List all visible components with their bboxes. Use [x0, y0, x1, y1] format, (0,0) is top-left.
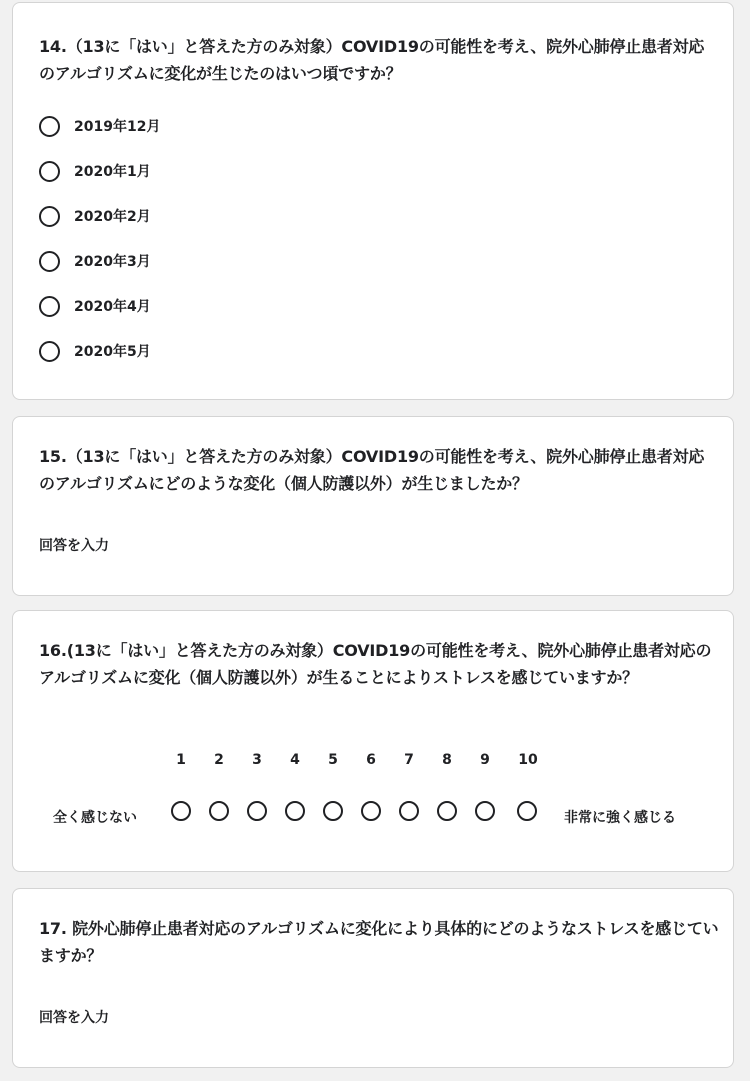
radio-circle-icon[interactable] [39, 116, 60, 137]
scale-number: 4 [290, 752, 300, 768]
question-card-17 [12, 888, 734, 1068]
radio-option[interactable] [39, 204, 151, 228]
scale-high-label: 非常に強く感じる [564, 810, 676, 826]
scale-number: 8 [442, 752, 452, 768]
scale-number: 3 [252, 752, 262, 768]
scale-low-label: 全く感じない [53, 810, 137, 826]
radio-circle-icon[interactable] [39, 161, 60, 182]
scale-number: 9 [480, 752, 490, 768]
scale-radio-2[interactable] [209, 801, 229, 821]
radio-circle-icon[interactable] [39, 296, 60, 317]
scale-radio-4[interactable] [285, 801, 305, 821]
scale-radio-3[interactable] [247, 801, 267, 821]
radio-circle-icon[interactable] [39, 341, 60, 362]
radio-circle-icon[interactable] [39, 206, 60, 227]
radio-option[interactable] [39, 249, 151, 273]
question-card-15 [12, 416, 734, 596]
scale-number: 1 [176, 752, 186, 768]
question-card-16 [12, 610, 734, 872]
scale-radio-7[interactable] [399, 801, 419, 821]
scale-number: 10 [518, 752, 538, 768]
radio-option-label: 2020年2月 [74, 209, 151, 225]
radio-option-label: 2020年3月 [74, 254, 151, 270]
radio-option-label: 2020年4月 [74, 299, 151, 315]
radio-option[interactable] [39, 339, 151, 363]
scale-radio-1[interactable] [171, 801, 191, 821]
radio-circle-icon[interactable] [39, 251, 60, 272]
radio-option-label: 2019年12月 [74, 119, 161, 135]
answer-input[interactable]: 回答を入力 [39, 538, 109, 554]
answer-input[interactable]: 回答を入力 [39, 1010, 109, 1026]
question-title: 14.（13に「はい」と答えた方のみ対象）COVID19の可能性を考え、院外心肺停止患者対応のアルゴリズムに変化が生じたのはいつ頃ですか？ [39, 37, 705, 83]
question-title: 17. 院外心肺停止患者対応のアルゴリズムに変化により具体的にどのようなストレスを感じていますか？ [39, 919, 719, 965]
radio-option-label: 2020年5月 [74, 344, 151, 360]
scale-radio-10[interactable] [517, 801, 537, 821]
scale-number: 5 [328, 752, 338, 768]
scale-number: 7 [404, 752, 414, 768]
scale-radio-9[interactable] [475, 801, 495, 821]
question-card-14 [12, 2, 734, 400]
scale-radio-8[interactable] [437, 801, 457, 821]
question-title: 16.(13に「はい」と答えた方のみ対象）COVID19の可能性を考え、院外心肺停止患者対応のアルゴリズムに変化（個人防護以外）が生ることによりストレスを感じていますか？ [39, 641, 712, 687]
scale-number: 2 [214, 752, 224, 768]
question-title: 15.（13に「はい」と答えた方のみ対象）COVID19の可能性を考え、院外心肺停止患者対応のアルゴリズムにどのような変化（個人防護以外）が生じましたか？ [39, 447, 705, 493]
scale-number: 6 [366, 752, 376, 768]
radio-option-label: 2020年1月 [74, 164, 151, 180]
radio-option[interactable] [39, 159, 151, 183]
scale-radio-5[interactable] [323, 801, 343, 821]
radio-option[interactable] [39, 114, 160, 138]
radio-option[interactable] [39, 294, 151, 318]
scale-radio-6[interactable] [361, 801, 381, 821]
